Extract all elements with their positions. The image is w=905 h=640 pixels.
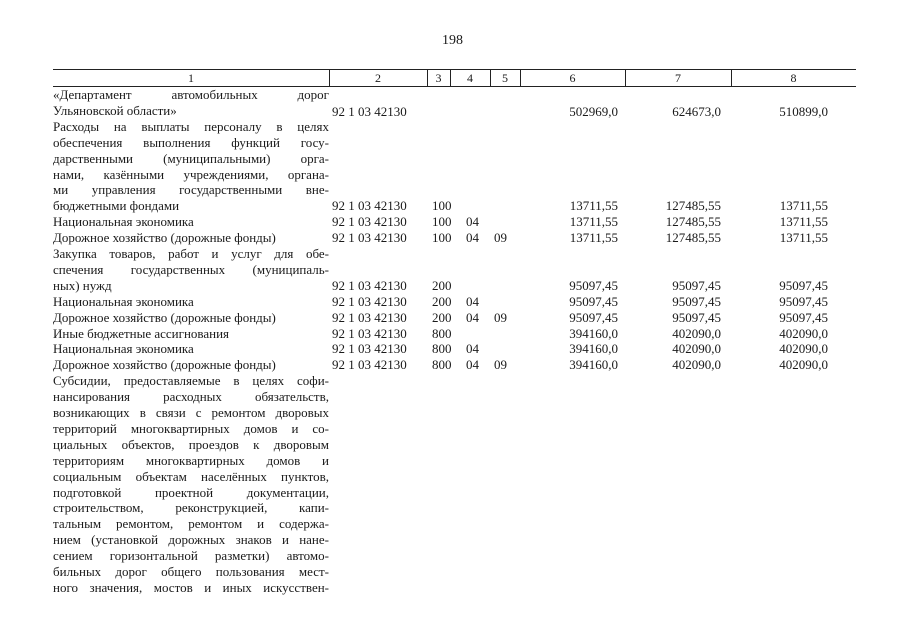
description-line: возникающих в связи с ремонтом дворовых (53, 405, 329, 420)
header-col-1: 1 (188, 71, 194, 85)
description-line: социальным объектам населённых пунктов, (53, 468, 329, 484)
vr-cell: 200 (432, 309, 452, 325)
description-line: нами, казёнными учреждениями, органа- (53, 166, 329, 182)
description-line: Иные бюджетные ассигнования (53, 325, 230, 341)
rz-cell: 04 (466, 341, 479, 357)
vr-cell: 200 (432, 293, 452, 309)
description-line: сением горизонтальной разметки) автомо- (53, 548, 329, 564)
rz-cell: 04 (466, 214, 479, 230)
description-line: подготовкой проектной документации, (53, 484, 329, 500)
description-line: нансирования расходных обязательств, (53, 389, 329, 405)
value-col-7: 95097,45 (672, 293, 721, 309)
value-col-6: 13711,55 (569, 198, 618, 214)
description-line: ми управления государственными вне- (53, 182, 329, 198)
code-cell: 92 1 03 42130 (332, 103, 407, 119)
description-line: Расходы на выплаты персоналу в целях (53, 118, 329, 134)
description-line: Дорожное хозяйство (дорожные фонды) (53, 357, 276, 373)
value-col-6: 394160,0 (569, 325, 618, 341)
description-line: ных) нужд (53, 277, 112, 293)
description-line: Ульяновской области» (53, 102, 177, 118)
header-col-8: 8 (790, 71, 797, 85)
value-col-8: 13711,55 (779, 214, 828, 230)
code-cell: 92 1 03 42130 (332, 325, 407, 341)
rz-cell: 04 (466, 357, 479, 373)
value-col-8: 95097,45 (779, 277, 828, 293)
value-col-8: 95097,45 (779, 293, 828, 309)
description-line: территорий многоквартирных домов и со- (53, 420, 329, 436)
description-line: обеспечения выполнения функций госу- (53, 134, 329, 150)
header-col-5: 5 (502, 71, 508, 85)
vr-cell: 800 (432, 341, 452, 357)
description-line: бюджетными фондами (53, 198, 180, 214)
vr-cell: 200 (432, 277, 452, 293)
value-col-8: 95097,45 (779, 309, 828, 325)
value-col-7: 95097,45 (672, 309, 721, 325)
description-line: циальных объектов, проездов к дворовым (53, 436, 329, 452)
header-col-2: 2 (375, 71, 381, 85)
value-col-8: 13711,55 (779, 230, 828, 246)
value-col-7: 624673,0 (672, 103, 721, 119)
row-description (53, 214, 329, 230)
value-col-8: 402090,0 (779, 325, 828, 341)
value-col-6: 394160,0 (569, 357, 618, 373)
row-description (53, 294, 329, 310)
pr-cell: 09 (494, 230, 507, 246)
value-col-7: 402090,0 (672, 325, 721, 341)
description-line: нием (установкой дорожных знаков и нане- (53, 532, 329, 548)
value-col-6: 95097,45 (569, 309, 618, 325)
rz-cell: 04 (466, 309, 479, 325)
value-col-7: 402090,0 (672, 357, 721, 373)
value-col-7: 127485,55 (665, 214, 721, 230)
vr-cell: 800 (432, 325, 452, 341)
value-col-6: 95097,45 (569, 293, 618, 309)
description-line: Национальная экономика (53, 214, 194, 230)
row-description (53, 246, 329, 294)
row-description (53, 87, 329, 119)
code-cell: 92 1 03 42130 (332, 214, 407, 230)
description-line: тальным ремонтом, ремонтом и содержа- (53, 516, 329, 532)
value-col-6: 502969,0 (569, 103, 618, 119)
value-col-8: 510899,0 (779, 103, 828, 119)
value-col-6: 394160,0 (569, 341, 618, 357)
value-col-7: 127485,55 (665, 198, 721, 214)
vr-cell: 800 (432, 357, 452, 373)
row-description (53, 341, 329, 357)
header-col-3: 3 (435, 71, 442, 85)
vr-cell: 100 (432, 198, 452, 214)
row-description (53, 326, 329, 342)
pr-cell: 09 (494, 357, 507, 373)
description-line: Национальная экономика (53, 293, 194, 309)
description-line: Дорожное хозяйство (дорожные фонды) (53, 309, 276, 325)
description-line: бильных дорог общего пользования мест- (53, 564, 329, 580)
vr-cell: 100 (432, 230, 452, 246)
value-col-8: 13711,55 (779, 198, 828, 214)
pr-cell: 09 (494, 309, 507, 325)
value-col-7: 402090,0 (672, 341, 721, 357)
description-line: Субсидии, предоставляемые в целях софи- (53, 373, 329, 389)
description-line: дарственными (муниципальными) орга- (53, 150, 329, 166)
description-line: ного значения, мостов и иных искусствен- (53, 579, 329, 595)
description-line: спечения государственных (муниципаль- (53, 261, 329, 277)
description-line: территориям многоквартирных домов и (53, 452, 329, 468)
header-col-6: 6 (569, 71, 576, 85)
row-description (53, 357, 329, 373)
table-header-row (53, 69, 856, 87)
code-cell: 92 1 03 42130 (332, 293, 407, 309)
row-description (53, 119, 329, 214)
description-line: строительством, реконструкцией, капи- (53, 500, 329, 516)
code-cell: 92 1 03 42130 (332, 230, 407, 246)
description-line: Закупка товаров, работ и услуг для обе- (53, 246, 329, 261)
value-col-8: 402090,0 (779, 357, 828, 373)
code-cell: 92 1 03 42130 (332, 341, 407, 357)
code-cell: 92 1 03 42130 (332, 198, 407, 214)
rz-cell: 04 (466, 293, 479, 309)
value-col-6: 95097,45 (569, 277, 618, 293)
page-number: 198 (442, 33, 463, 48)
description-line: Дорожное хозяйство (дорожные фонды) (53, 230, 276, 246)
row-description (53, 230, 329, 246)
value-col-7: 95097,45 (672, 277, 721, 293)
value-col-8: 402090,0 (779, 341, 828, 357)
header-col-7: 7 (675, 71, 681, 85)
description-line: Национальная экономика (53, 341, 194, 357)
vr-cell: 100 (432, 214, 452, 230)
description-line: «Департамент автомобильных дорог (53, 87, 329, 102)
header-col-4: 4 (467, 71, 473, 85)
value-col-6: 13711,55 (569, 230, 618, 246)
code-cell: 92 1 03 42130 (332, 277, 407, 293)
code-cell: 92 1 03 42130 (332, 309, 407, 325)
row-description (53, 310, 329, 326)
code-cell: 92 1 03 42130 (332, 357, 407, 373)
rz-cell: 04 (466, 230, 479, 246)
value-col-7: 127485,55 (665, 230, 721, 246)
value-col-6: 13711,55 (569, 214, 618, 230)
trailing-description (53, 373, 329, 596)
